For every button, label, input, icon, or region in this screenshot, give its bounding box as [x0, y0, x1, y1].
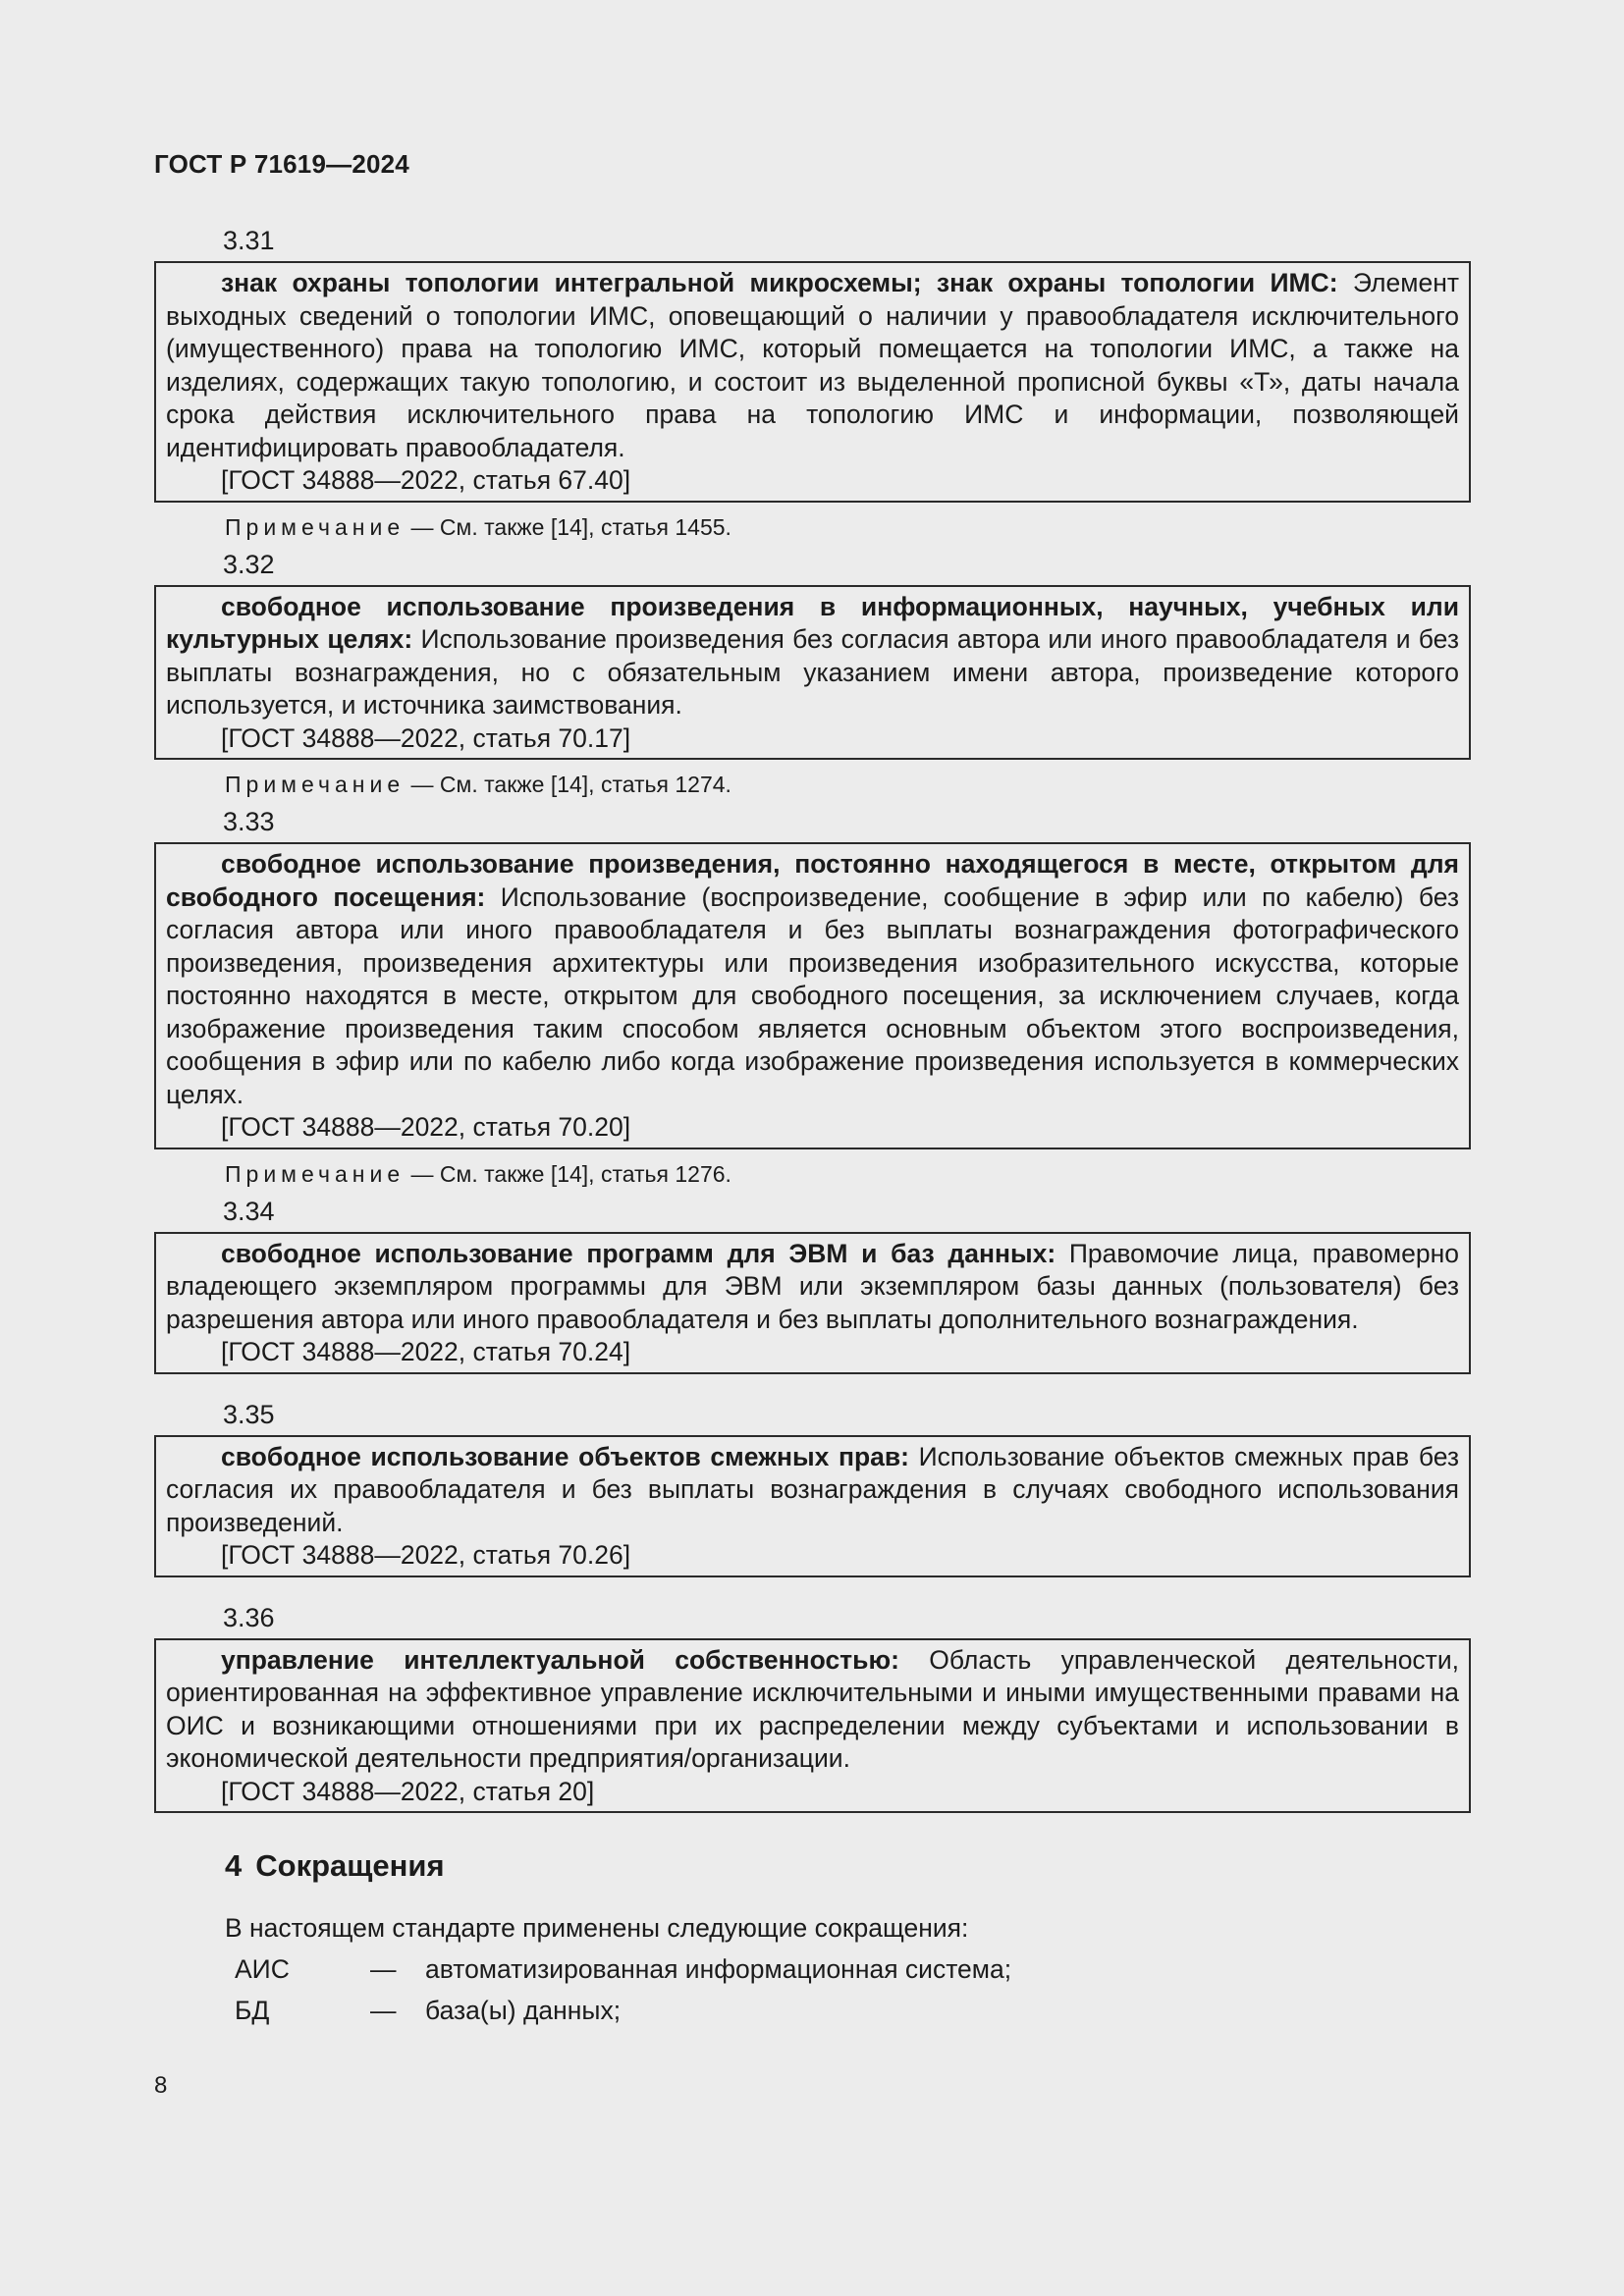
abbreviation-row — [154, 1952, 1471, 1986]
document-header: ГОСТ Р 71619—2024 — [154, 149, 409, 179]
note-label: Примечание — [225, 772, 406, 797]
abbreviation: БД — [235, 1996, 270, 2025]
term-definition: Использование (воспроизведение, сообщение в эфир или по кабелю) без согласия автора или иного правообладателя и без выплаты вознаграждения фотографического произведения, произведения архитектуры или произведения изобразительного искусства, которые постоянно находятся в месте, открытом для свободного посещения, за исключением случаев, когда изображение произведения таким способом является основным объектом этого воспроизведения, сообщения в эфир или по кабелю либо когда изображение произведения используется в коммерческих целях. — [166, 881, 1459, 1109]
term-note — [154, 512, 1471, 542]
term-definition-box — [154, 1638, 1471, 1814]
term-number: 3.36 — [223, 1602, 275, 1632]
term-definition-box — [154, 1232, 1471, 1374]
term-note — [154, 1159, 1471, 1189]
note-text: — См. также [14], статья 1274. — [405, 772, 731, 797]
term-definition-box — [154, 585, 1471, 761]
term-definition-box — [154, 842, 1471, 1149]
page-content — [154, 224, 1471, 2027]
page-number: 8 — [154, 2072, 168, 2099]
term-title: свободное использование объектов смежных прав: — [221, 1441, 909, 1471]
term-source: [ГОСТ 34888—2022, статья 70.24] — [221, 1337, 631, 1366]
term-number: 3.33 — [223, 807, 275, 836]
term-body — [166, 1238, 1459, 1337]
abbreviation-dash: — — [370, 1996, 397, 2025]
term-definition: Элемент выходных сведений о топологии ИМС, оповещающий о наличии у правообладателя исключительного (имущественного) права на топологию ИМС, который помещается на топологии ИМС, а также на изделиях, содержащих такую топологию, и состоит из выделенной прописной буквы «Т», даты начала срока действия исключительного права на топологию ИМС и информации, позволяющей идентифицировать правообладателя. — [166, 268, 1459, 462]
term-body — [166, 1441, 1459, 1540]
section-intro: В настоящем стандарте применены следующие сокращения: — [225, 1913, 969, 1943]
term-body — [166, 848, 1459, 1111]
term-source: [ГОСТ 34888—2022, статья 20] — [221, 1776, 595, 1806]
term-number: 3.32 — [223, 549, 275, 579]
term-source: [ГОСТ 34888—2022, статья 70.17] — [221, 722, 631, 753]
term-body — [166, 1644, 1459, 1776]
section-heading — [154, 1848, 1471, 1884]
term-definition-box — [154, 261, 1471, 503]
term-source: [ГОСТ 34888—2022, статья 70.26] — [221, 1540, 631, 1570]
term-number: 3.31 — [223, 226, 275, 255]
section-number: 4 — [225, 1848, 243, 1883]
section-title: Сокращения — [255, 1848, 445, 1883]
term-body — [166, 267, 1459, 464]
term-definition: Использование произведения без согласия автора или иного правообладателя и без выплаты вознаграждения, но с обязательным указанием имени автора, произведение которого используется, и источника заимствования. — [166, 624, 1459, 720]
note-text: — См. также [14], статья 1455. — [405, 513, 731, 540]
term-definition: Правомочие лица, правомерно владеющего экземпляром программы для ЭВМ или экземпляром базы данных (пользователя) без разрешения автора или иного правообладателя и без выплаты дополнительного вознаграждения. — [166, 1238, 1459, 1334]
term-source: [ГОСТ 34888—2022, статья 67.40] — [221, 465, 631, 495]
abbreviation-dash: — — [370, 1954, 397, 1984]
term-definition-box — [154, 1435, 1471, 1577]
term-title: знак охраны топологии интегральной микросхемы; знак охраны топологии ИМС: — [221, 268, 1338, 297]
term-definition: Область управленческой деятельности, ориентированная на эффективное управление исключительными и иными имущественными правами на ОИС и возникающими отношениями при их распределении между субъектами и использовании в экономической деятельности предприятия/организации. — [166, 1644, 1459, 1773]
abbreviation-row — [154, 1994, 1471, 2027]
term-number: 3.35 — [223, 1399, 275, 1429]
note-text: — См. также [14], статья 1276. — [405, 1160, 731, 1187]
term-title: свободное использование программ для ЭВМ и баз данных: — [221, 1238, 1056, 1268]
term-source: [ГОСТ 34888—2022, статья 70.20] — [221, 1112, 631, 1142]
term-title: свободное использование произведения, постоянно находящегося в месте, открытом для свободного посещения: — [166, 849, 1459, 912]
term-title: управление интеллектуальной собственностью: — [221, 1644, 899, 1675]
term-title: свободное использование произведения в информационных, научных, учебных или культурных целях: — [166, 591, 1459, 654]
abbreviation-meaning: база(ы) данных; — [425, 1996, 622, 2025]
term-body — [166, 591, 1459, 722]
term-note — [154, 770, 1471, 799]
abbreviation-meaning: автоматизированная информационная система; — [425, 1954, 1012, 1984]
abbreviation: АИС — [235, 1954, 290, 1984]
term-number: 3.34 — [223, 1196, 275, 1226]
note-label: Примечание — [225, 513, 406, 540]
term-definition: Использование объектов смежных прав без согласия их правообладателя и без выплаты вознаграждения в случаях свободного использования произведений. — [166, 1441, 1460, 1537]
note-label: Примечание — [225, 1160, 406, 1187]
